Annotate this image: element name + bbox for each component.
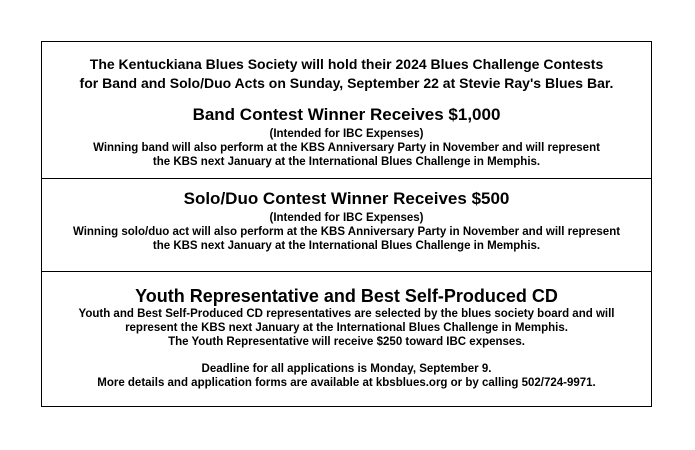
intro-line-2: for Band and Solo/Duo Acts on Sunday, September 22 at Stevie Ray's Blues Bar. bbox=[79, 75, 614, 91]
details-text: More details and application forms are available at kbsblues.org or by calling 502/724-9971. bbox=[97, 377, 596, 389]
band-contest-line-2: the KBS next January at the International Blues Challenge in Memphis. bbox=[152, 156, 541, 168]
section-divider bbox=[42, 178, 651, 179]
intro-line-1: The Kentuckiana Blues Society will hold their 2024 Blues Challenge Contests bbox=[89, 56, 604, 72]
flyer-frame bbox=[41, 41, 652, 407]
youth-cd-heading: Youth Representative and Best Self-Produced CD bbox=[135, 286, 558, 306]
intro-text bbox=[42, 55, 651, 93]
band-contest-section bbox=[42, 105, 651, 169]
solo-duo-contest-section bbox=[42, 189, 651, 253]
deadline-text: Deadline for all applications is Monday, September 9. bbox=[201, 363, 492, 375]
solo-duo-contest-line-2: the KBS next January at the International Blues Challenge in Memphis. bbox=[152, 240, 541, 252]
section-divider bbox=[42, 271, 651, 272]
band-contest-note: (Intended for IBC Expenses) bbox=[269, 128, 424, 140]
youth-cd-line-1: Youth and Best Self-Produced CD representatives are selected by the blues society board and will bbox=[78, 308, 615, 320]
band-contest-line-1: Winning band will also perform at the KBS Anniversary Party in November and will represent bbox=[93, 142, 600, 154]
band-contest-heading: Band Contest Winner Receives $1,000 bbox=[192, 105, 501, 124]
youth-cd-line-2: represent the KBS next January at the International Blues Challenge in Memphis. bbox=[125, 322, 568, 334]
solo-duo-contest-note: (Intended for IBC Expenses) bbox=[269, 212, 424, 224]
solo-duo-contest-heading: Solo/Duo Contest Winner Receives $500 bbox=[183, 189, 510, 208]
youth-cd-line-3: The Youth Representative will receive $250 toward IBC expenses. bbox=[168, 336, 525, 348]
youth-cd-section bbox=[42, 285, 651, 390]
spacer bbox=[42, 349, 651, 362]
solo-duo-contest-line-1: Winning solo/duo act will also perform at the KBS Anniversary Party in November and will represent bbox=[72, 226, 621, 238]
